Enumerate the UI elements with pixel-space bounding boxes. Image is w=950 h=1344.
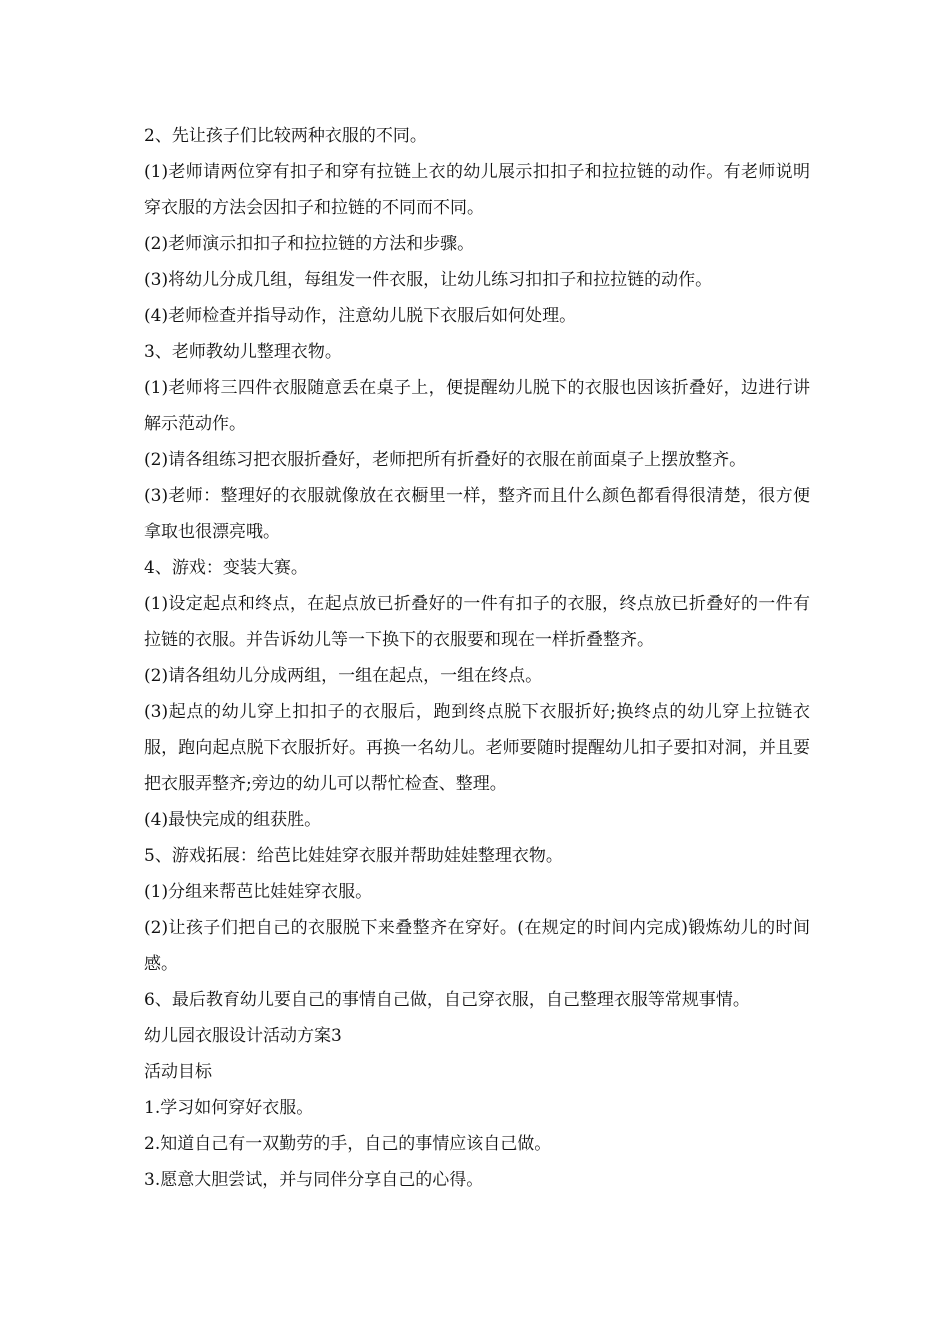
step-5-heading: 5、游戏拓展：给芭比娃娃穿衣服并帮助娃娃整理衣物。 <box>144 846 563 866</box>
step-2-item-4: (4)老师检查并指导动作，注意幼儿脱下衣服后如何处理。 <box>144 306 577 326</box>
step-3-item-3: (3)老师：整理好的衣服就像放在衣橱里一样，整齐而且什么颜色都看得很清楚，很方便拿取也很漂亮哦。 <box>144 486 810 542</box>
step-2-item-1: (1)老师请两位穿有扣子和穿有拉链上衣的幼儿展示扣扣子和拉拉链的动作。有老师说明穿衣服的方法会因扣子和拉链的不同而不同。 <box>144 162 810 218</box>
step-3-heading: 3、老师教幼儿整理衣物。 <box>144 342 342 362</box>
step-2-item-2: (2)老师演示扣扣子和拉拉链的方法和步骤。 <box>144 234 475 254</box>
step-4-item-3: (3)起点的幼儿穿上扣扣子的衣服后，跑到终点脱下衣服折好;换终点的幼儿穿上拉链衣服，跑向起点脱下衣服折好。再换一名幼儿。老师要随时提醒幼儿扣子要扣对洞，并且要把衣服弄整齐;旁边的幼儿可以帮忙检查、整理。 <box>144 702 810 794</box>
step-4-item-2: (2)请各组幼儿分成两组，一组在起点，一组在终点。 <box>144 666 543 686</box>
step-5-item-1: (1)分组来帮芭比娃娃穿衣服。 <box>144 882 373 902</box>
step-4-item-1: (1)设定起点和终点，在起点放已折叠好的一件有扣子的衣服，终点放已折叠好的一件有拉链的衣服。并告诉幼儿等一下换下的衣服要和现在一样折叠整齐。 <box>144 594 810 650</box>
goals-heading: 活动目标 <box>144 1062 212 1082</box>
step-3-item-1: (1)老师将三四件衣服随意丢在桌子上，便提醒幼儿脱下的衣服也因该折叠好，边进行讲解示范动作。 <box>144 378 810 434</box>
step-2-heading: 2、先让孩子们比较两种衣服的不同。 <box>144 126 427 146</box>
step-4-heading: 4、游戏：变装大赛。 <box>144 558 308 578</box>
step-3-item-2: (2)请各组练习把衣服折叠好，老师把所有折叠好的衣服在前面桌子上摆放整齐。 <box>144 450 747 470</box>
step-5-item-2: (2)让孩子们把自己的衣服脱下来叠整齐在穿好。(在规定的时间内完成)锻炼幼儿的时间感。 <box>144 918 810 974</box>
goal-2: 2.知道自己有一双勤劳的手，自己的事情应该自己做。 <box>144 1134 552 1154</box>
goal-3: 3.愿意大胆尝试，并与同伴分享自己的心得。 <box>144 1170 484 1190</box>
document-body <box>144 118 810 1198</box>
step-2-item-3: (3)将幼儿分成几组，每组发一件衣服，让幼儿练习扣扣子和拉拉链的动作。 <box>144 270 713 290</box>
step-4-item-4: (4)最快完成的组获胜。 <box>144 810 322 830</box>
section-title: 幼儿园衣服设计活动方案3 <box>144 1026 342 1046</box>
goal-1: 1.学习如何穿好衣服。 <box>144 1098 314 1118</box>
step-6-heading: 6、最后教育幼儿要自己的事情自己做，自己穿衣服，自己整理衣服等常规事情。 <box>144 990 750 1010</box>
